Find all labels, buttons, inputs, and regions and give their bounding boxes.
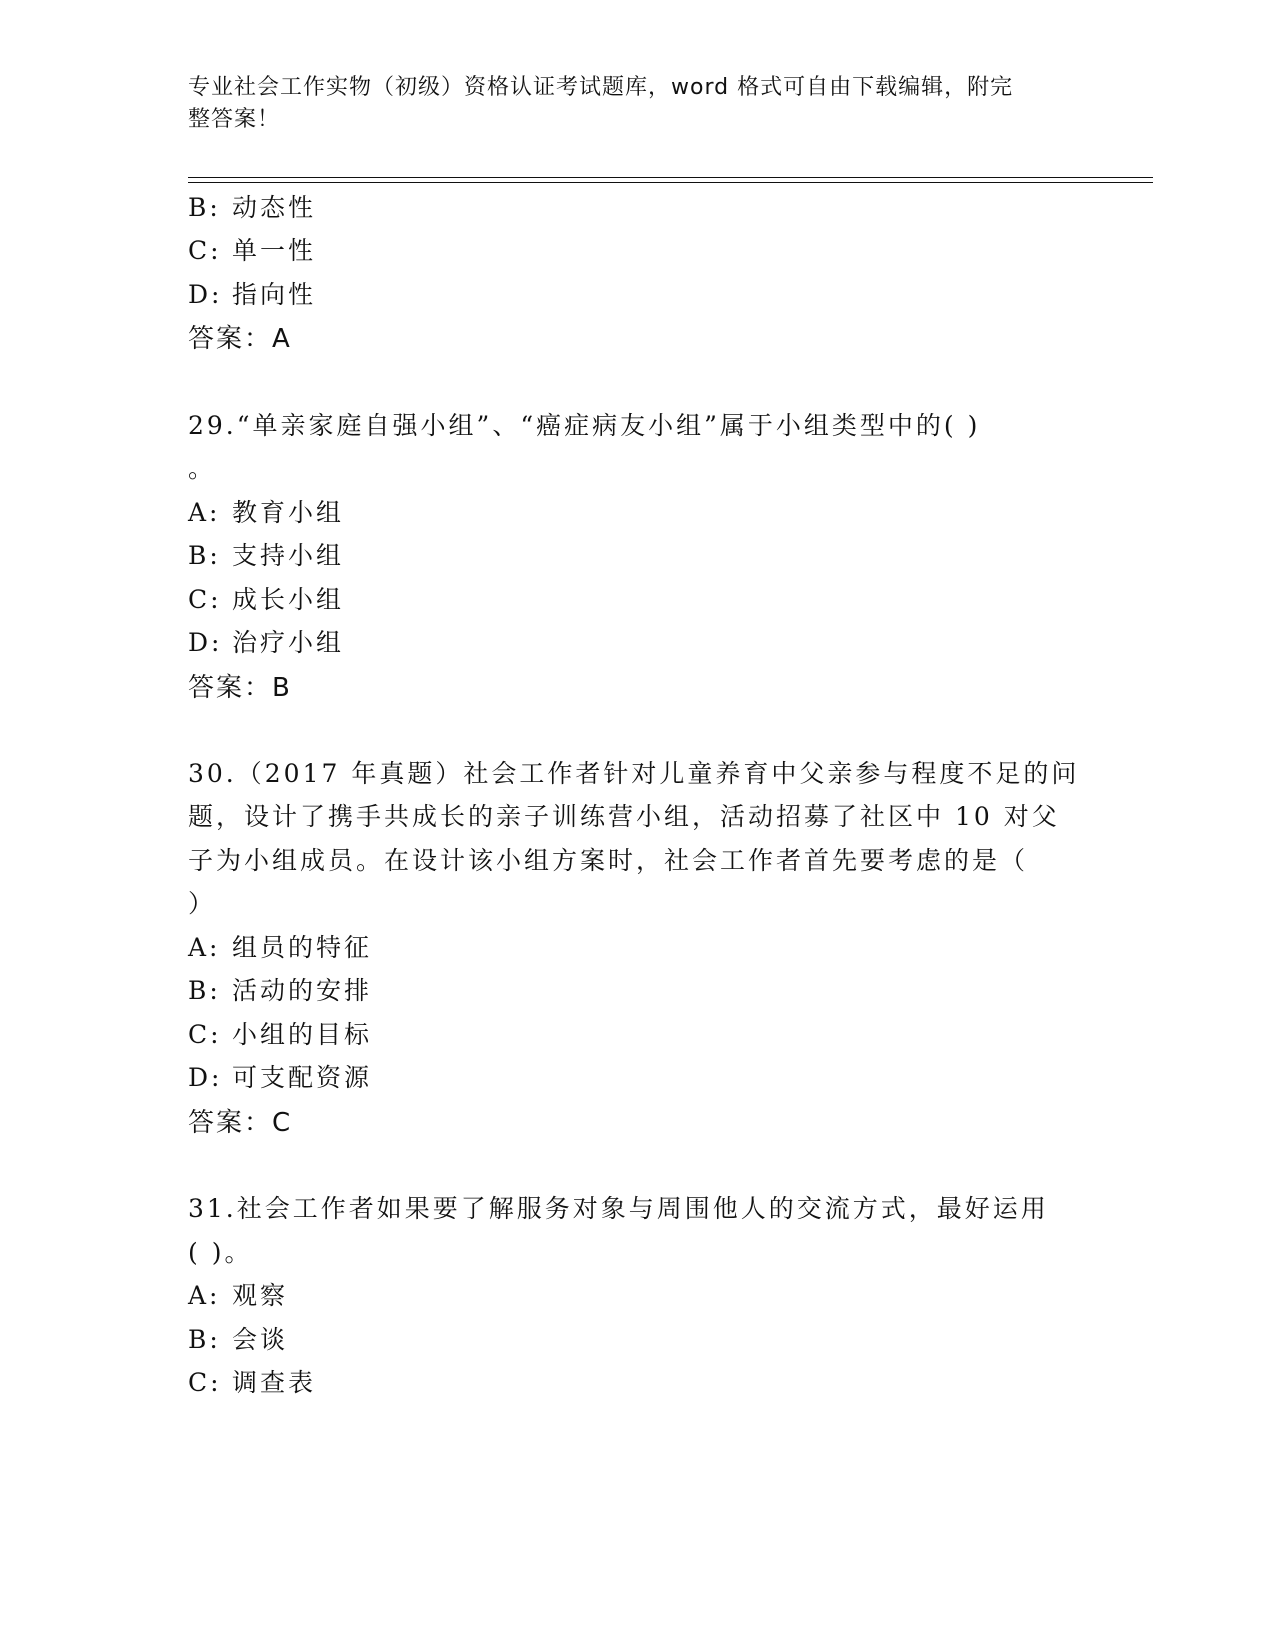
option-d bbox=[188, 1058, 372, 1094]
option-letter: B: bbox=[188, 541, 221, 570]
option-c bbox=[188, 580, 344, 616]
option-text: 会谈 bbox=[232, 1325, 289, 1354]
question-30-stem-cont: ） bbox=[188, 889, 217, 918]
question-31-stem: 31.社会工作者如果要了解服务对象与周围他人的交流方式，最好运用 bbox=[188, 1194, 1049, 1223]
option-b bbox=[188, 971, 372, 1007]
option-c bbox=[188, 1015, 372, 1051]
question-29-stem: 29.“单亲家庭自强小组”、“癌症病友小组”属于小组类型中的( ) bbox=[188, 411, 981, 440]
option-text: 支持小组 bbox=[232, 541, 345, 570]
option-text: 单一性 bbox=[232, 236, 317, 265]
question-30-stem: 30.（2017 年真题）社会工作者针对儿童养育中父亲参与程度不足的问 bbox=[188, 759, 1080, 788]
option-letter: D: bbox=[188, 280, 223, 309]
option-letter: A: bbox=[188, 933, 221, 962]
header-divider-bottom bbox=[188, 182, 1153, 183]
option-text: 小组的目标 bbox=[232, 1020, 373, 1049]
option-a bbox=[188, 928, 372, 964]
option-letter: C: bbox=[188, 236, 222, 265]
question-31-stem-cont: ( )。 bbox=[188, 1238, 253, 1267]
option-text: 观察 bbox=[232, 1281, 289, 1310]
header-line-1: 专业社会工作实物（初级）资格认证考试题库，word 格式可自由下载编辑，附完 bbox=[188, 75, 1014, 100]
option-b bbox=[188, 536, 344, 572]
option-c bbox=[188, 1363, 316, 1399]
option-letter: B: bbox=[188, 976, 221, 1005]
option-text: 成长小组 bbox=[232, 585, 345, 614]
option-text: 调查表 bbox=[232, 1368, 317, 1397]
option-d bbox=[188, 275, 316, 311]
option-d bbox=[188, 623, 344, 659]
option-letter: B: bbox=[188, 1325, 221, 1354]
option-text: 治疗小组 bbox=[232, 628, 345, 657]
option-text: 教育小组 bbox=[232, 498, 345, 527]
option-b bbox=[188, 1320, 288, 1356]
option-c bbox=[188, 231, 316, 267]
option-letter: C: bbox=[188, 1020, 222, 1049]
header-line-2: 整答案！ bbox=[188, 107, 281, 132]
option-text: 组员的特征 bbox=[232, 933, 373, 962]
answer-line: 答案：C bbox=[188, 1108, 293, 1138]
question-29-stem-cont: 。 bbox=[188, 454, 217, 483]
option-text: 动态性 bbox=[232, 193, 317, 222]
option-letter: D: bbox=[188, 628, 223, 657]
option-text: 活动的安排 bbox=[232, 976, 373, 1005]
option-letter: C: bbox=[188, 585, 222, 614]
option-text: 指向性 bbox=[232, 280, 317, 309]
option-letter: C: bbox=[188, 1368, 222, 1397]
option-a bbox=[188, 493, 344, 529]
option-letter: A: bbox=[188, 1281, 221, 1310]
option-a bbox=[188, 1276, 288, 1312]
option-text: 可支配资源 bbox=[232, 1063, 373, 1092]
answer-line: 答案：A bbox=[188, 324, 292, 354]
option-letter: D: bbox=[188, 1063, 223, 1092]
option-letter: B: bbox=[188, 193, 221, 222]
question-30-stem-cont: 子为小组成员。在设计该小组方案时，社会工作者首先要考虑的是（ bbox=[188, 846, 1029, 875]
option-b bbox=[188, 188, 316, 224]
document-header bbox=[188, 72, 1068, 136]
answer-line: 答案：B bbox=[188, 673, 292, 703]
question-30-stem-cont: 题，设计了携手共成长的亲子训练营小组，活动招募了社区中 10 对父 bbox=[188, 802, 1060, 831]
header-divider-top bbox=[188, 177, 1153, 178]
option-letter: A: bbox=[188, 498, 221, 527]
